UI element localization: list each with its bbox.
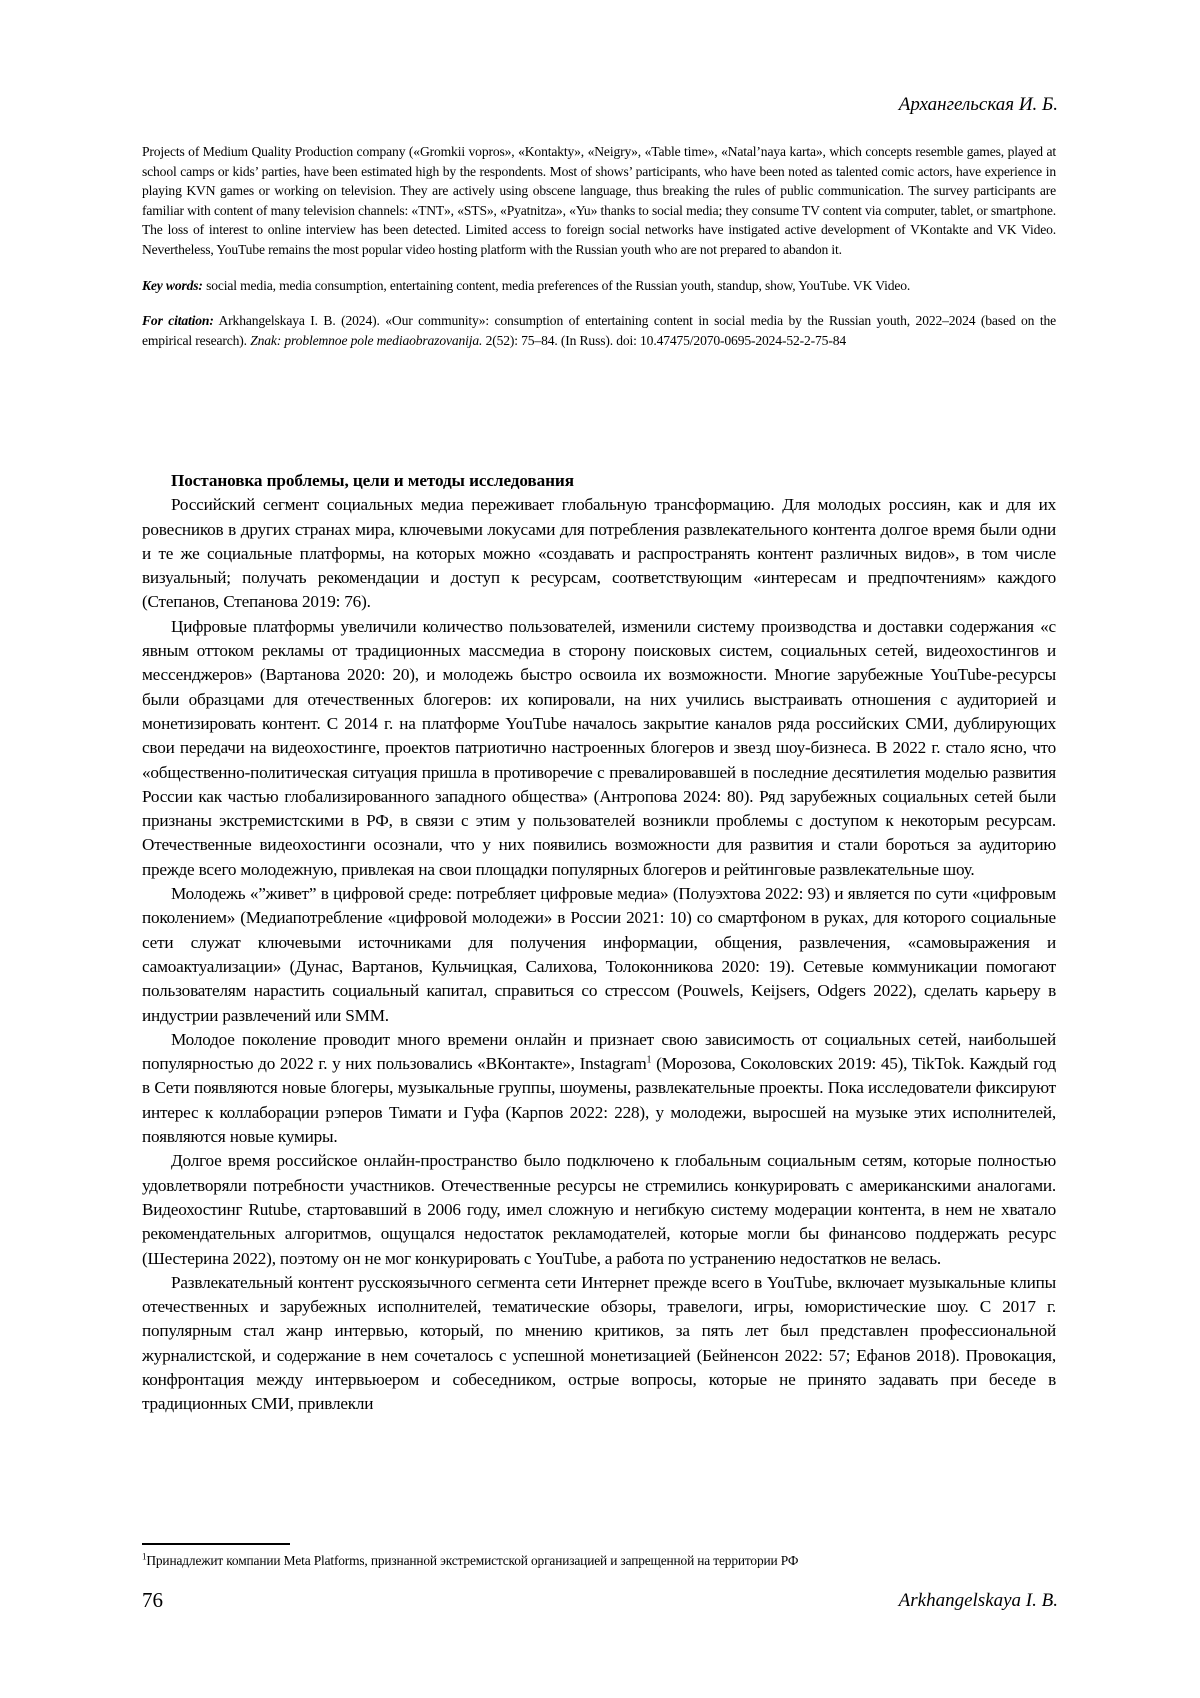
citation-tail: 2(52): 75–84. (In Russ).: [485, 332, 613, 348]
citation-doi: doi: 10.47475/2070-0695-2024-52-2-75-84: [616, 332, 846, 348]
citation-label: For citation:: [142, 313, 214, 329]
section-heading: Постановка проблемы, цели и методы исследования: [171, 471, 574, 490]
abstract-block: [142, 142, 1056, 366]
paragraph-1: Российский сегмент социальных медиа переживает глобальную трансформацию. Для молодых россиян, как и для их ровесников в других странах мира, ключевыми локусами для потребления развлекательного контента долгое время были одни и те же социальные платформы, на которых можно «создавать и распространять контент различных видов», в том числе визуальный; получать рекомендации и доступ к ресурсам, соответствующим «интересам и предпочтениям» каждого (Степанов, Степанова 2019: 76).: [142, 495, 1056, 612]
citation-journal: Znak: problemnoe pole mediaobrazovanija.: [250, 332, 483, 348]
running-foot-author: Arkhangelskaya I. B.: [898, 1590, 1058, 1611]
paragraph-4: [142, 1028, 1056, 1149]
footnote-divider: [142, 1543, 290, 1545]
paragraph-6: Развлекательный контент русскоязычного сегмента сети Интернет прежде всего в YouTube, включает музыкальные клипы отечественных и зарубежных исполнителей, тематические обзоры, травелоги, игры, юмористические шоу. С 2017 г. популярным стал жанр интервью, который, по мнению критиков, за пять лет был представлен профессиональной журналистской, и содержание в нем сочеталось с успешной монетизацией (Бейненсон 2022: 57; Ефанов 2018). Провокация, конфронтация между интервьюером и собеседником, острые вопросы, которые не принято задавать при беседе в традиционных СМИ, привлекли: [142, 1272, 1056, 1414]
paragraph-3: Молодежь «”живет” в цифровой среде: потребляет цифровые медиа» (Полуэхтова 2022: 93) и является по сути «цифровым поколением» (Медиапотребление «цифровой молодежи» в России 2021: 10) со смартфоном в руках, для которого социальные сети служат ключевыми источниками для получения информации, общения, развлечения, «самовыражения и самоактуализации» (Дунас, Вартанов, Кульчицкая, Салихова, Толоконникова 2020: 19). Сетевые коммуникации помогают пользователям нарастить социальный капитал, справиться со стрессом (Pouwels, Keijsers, Odgers 2022), сделать карьеру в индустрии развлечений или SMM.: [142, 884, 1056, 1025]
keywords-text: social media, media consumption, entertaining content, media preferences of the Russian youth, standup, show, YouTube. VK Video.: [206, 277, 911, 293]
keywords: [142, 276, 1056, 296]
paragraph-2: Цифровые платформы увеличили количество пользователей, изменили систему производства и доставки содержания «с явным оттоком рекламы от традиционных массмедиа в сторону поисковых систем, социальных сетей, видеохостингов и мессенджеров» (Вартанова 2020: 20), и молодежь быстро освоила их возможности. Многие зарубежные YouTube-ресурсы были образцами для отечественных блогеров: их копировали, на них учились выстраивать отношения с аудиторией и монетизировать контент. С 2014 г. на платформе YouTube началось закрытие каналов ряда российских СМИ, дублирующих свои передачи на видеохостинге, проектов патриотично настроенных блогеров и звезд шоу-бизнеса. В 2022 г. стало ясно, что «общественно-политическая ситуация пришла в противоречие с превалировавшей в последние десятилетия моделью развития России как частью глобализированного западного общества» (Антропова 2024: 80). Ряд зарубежных социальных сетей были признаны экстремистскими в РФ, в связи с этим у пользователей возникли проблемы с доступом к некоторым ресурсам. Отечественные видеохостинги осознали, что у них появились возможности для развития и стали бороться за аудиторию прежде всего молодежную, привлекая на свои площадки популярных блогеров и рейтинговые развлекательные шоу.: [142, 616, 1056, 879]
footnote-text: Принадлежит компании Meta Platforms, признанной экстремистской организацией и запрещенной на территории РФ: [146, 1553, 799, 1568]
paragraph-4-part-a: Молодое поколение проводит много времени онлайн и признает свою зависимость от социальных сетей, наибольшей популярностью до 2022 г. у них пользовались «ВКонтакте», Instagram: [142, 1029, 1056, 1074]
article-body: [142, 469, 1056, 1417]
footnote-marker: 1: [142, 1551, 147, 1562]
paragraph-4-part-b: (Морозова, Соколовских 2019: 45), TikTok. Каждый год в Сети появляются новые блогеры, музыкальные группы, шоумены, развлекательные проекты. Пока исследователи фиксируют интерес к коллаборации рэперов Тимати и Гуфа (Карпов 2022: 228), у молодежи, выросшей на музыке этих исполнителей, появляются новые кумиры.: [142, 1054, 1056, 1147]
page-number: 76: [142, 1588, 163, 1612]
running-head-author: Архангельская И. Б.: [898, 94, 1058, 115]
footnote-ref: 1: [646, 1054, 652, 1066]
footnote: [142, 1552, 1056, 1570]
citation-text: Arkhangelskaya I. B. (2024). «Our community»: consumption of entertaining content in social media by the Russian youth, 2022–2024 (based on the empirical research).: [142, 313, 1056, 348]
abstract-text: Projects of Medium Quality Production company («Gromkii vopros», «Kontakty», «Neigry», «Table time», «Natal’naya karta», which concepts resemble games, played at school camps or kids’ parties, have been estimated high by the respondents. Most of shows’ participants, who have been noted as talented comic actors, have experience in playing KVN games or working on television. They are actively using obscene language, thus breaking the rules of public communication. The survey participants are familiar with content of many television channels: «TNT», «STS», «Pyatnitza», «Yu» thanks to social media; they consume TV content via computer, tablet, or smartphone. The loss of interest to online interview has been detected. Limited access to foreign social networks have instigated active development of VKontakte and VK Video. Nevertheless, YouTube remains the most popular video hosting platform with the Russian youth who are not prepared to abandon it.: [142, 144, 1056, 257]
keywords-label: Key words:: [142, 277, 203, 293]
citation: [142, 311, 1056, 350]
paragraph-5: Долгое время российское онлайн-пространство было подключено к глобальным социальным сетям, которые полностью удовлетворяли потребности участников. Отечественные ресурсы не стремились конкурировать с американскими аналогами. Видеохостинг Rutube, стартовавший в 2006 году, имел сложную и негибкую систему модерации контента, в нем не хватало рекомендательных алгоритмов, ощущался недостаток рекламодателей, которые могли бы финансово поддержать ресурс (Шестерина 2022), поэтому он не мог конкурировать с YouTube, а работа по устранению недостатков не велась.: [142, 1151, 1056, 1268]
